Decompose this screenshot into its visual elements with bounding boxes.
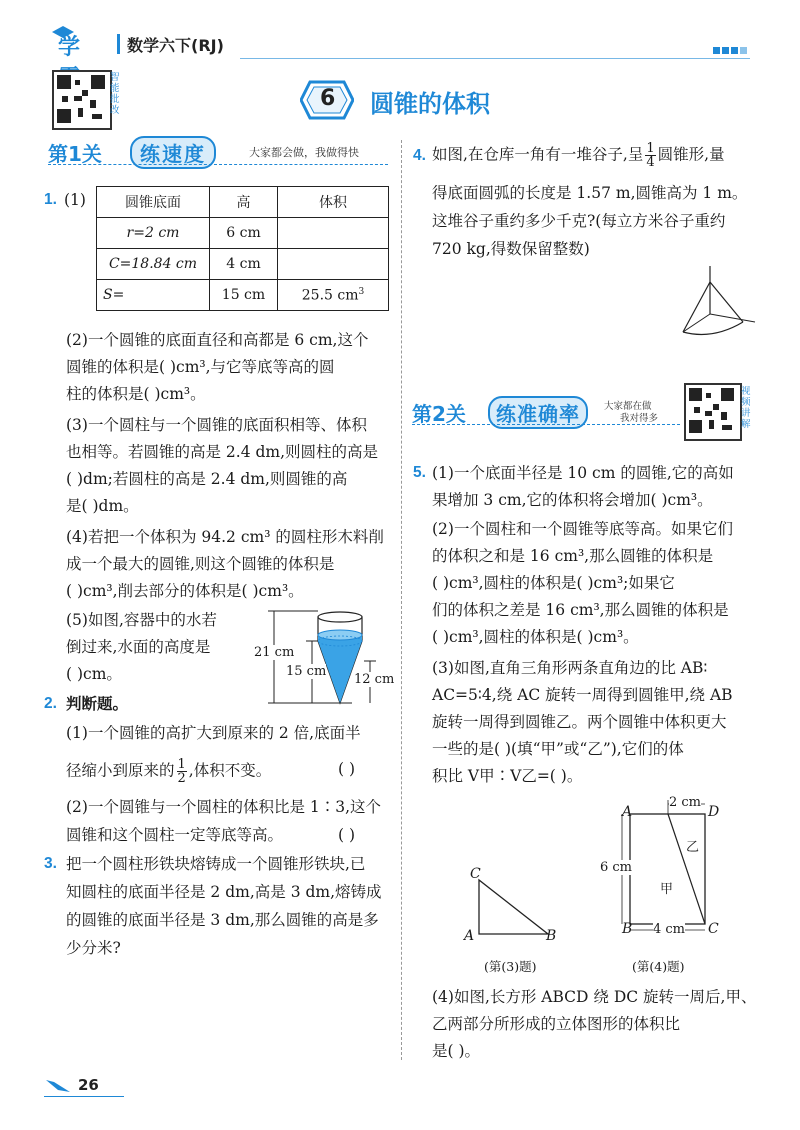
q4-line: 这堆谷子重约多少千克?(每立方米谷子重约 [432, 212, 726, 230]
q4-line1: 如图,在仓库一角有一堆谷子,呈 $\frac{1}{4}$ 圆锥形,量 [432, 141, 725, 170]
q5-number: 5. [413, 464, 426, 481]
q1-table [96, 186, 389, 311]
q5-p4-line: 是( )。 [432, 1042, 481, 1060]
table-row [97, 249, 389, 280]
stage2-banner [412, 396, 682, 426]
q4-line: 720 kg,得数保留整数) [432, 240, 590, 258]
q1-p2-line: 圆锥的体积是( )cm³,与它等底等高的圆 [66, 358, 335, 376]
lesson-number: 6 [320, 86, 336, 111]
q5-p2-line: ( )cm³,圆柱的体积是( )cm³;如果它 [432, 574, 675, 592]
q5-p3-line: 旋转一周得到圆锥乙。两个圆锥中体积更大 [432, 713, 727, 731]
qr-code-left[interactable] [52, 70, 112, 130]
q5-p3-line: 一些的是( )(填“甲”或“乙”),它们的体 [432, 740, 684, 758]
q1-part1-label: (1) [64, 191, 86, 209]
fig4-label-C: C [708, 921, 719, 937]
q2-answer-paren[interactable]: ( ) [338, 826, 356, 844]
q1-number: 1. [44, 191, 57, 208]
q2-p1-line: (1)一个圆锥的高扩大到原来的 2 倍,底面半 [66, 724, 361, 742]
q2-p1-line2: 径缩小到原来的 $\frac{1}{2}$ ,体积不变。 [66, 757, 272, 786]
q5-p1-line: 果增加 3 cm,它的体积将会增加( )cm³。 [432, 491, 713, 509]
qr-code-right[interactable] [684, 383, 742, 441]
q1-p2-line: (2)一个圆锥的底面直径和高都是 6 cm,这个 [66, 331, 369, 349]
q4-number: 4. [413, 147, 426, 164]
table-cell: r=2 cm [97, 218, 210, 249]
q2-p2-line: (2)一个圆锥与一个圆柱的体积比是 1∶3,这个 [66, 798, 382, 816]
table-cell: 4 cm [210, 249, 278, 280]
fraction-one-quarter: $\frac{1}{4}$ [646, 141, 655, 170]
table-cell-answer[interactable] [278, 249, 389, 280]
footer [44, 1074, 144, 1098]
q1-p3-line: 也相等。若圆锥的高是 2.4 dm,则圆柱的高是 [66, 443, 379, 461]
q5-p1-line: (1)一个底面半径是 10 cm 的圆锥,它的高如 [432, 464, 734, 482]
logo-text: 学 [58, 35, 81, 60]
stage2-name: 练准确率 [488, 396, 588, 429]
table-cell: 25.5 $cm^3$ [278, 280, 389, 311]
header-divider [117, 34, 120, 54]
q5-p4-line: 乙两部分所形成的立体图形的体积比 [432, 1015, 681, 1033]
fig4-label-D: D [708, 804, 720, 820]
fig3-caption: (第(3)题) [484, 959, 537, 974]
page-number: 26 [78, 1076, 99, 1094]
q3-line: 少分米? [66, 939, 121, 957]
fig4-label-left: 6 cm [600, 860, 633, 875]
fig5-label-cyl: 15 cm [286, 664, 327, 679]
qr-right-label: 视频讲解 [741, 386, 751, 430]
stage1-prefix: 第1关 [48, 142, 102, 166]
q1-p5-line: 倒过来,水面的高度是 [66, 638, 211, 656]
fig3-label-C: C [470, 866, 481, 882]
column-divider [401, 140, 402, 1060]
fig4-label-A: A [622, 804, 633, 820]
q3-line: 把一个圆柱形铁块熔铸成一个圆锥形铁块,已 [66, 855, 366, 873]
q5-p3-line: 积比 V甲∶V乙=( )。 [432, 767, 583, 785]
table-cell: 6 cm [210, 218, 278, 249]
q2-p2-line: 圆锥和这个圆柱一定等底等高。 [66, 826, 284, 844]
table-row [97, 280, 389, 311]
q5-p3-line: AC=5∶4,绕 AC 旋转一周得到圆锥甲,绕 AB [432, 686, 733, 704]
q2-number: 2. [44, 695, 57, 712]
stage2-prefix: 第2关 [412, 402, 466, 426]
q1-p5-line: (5)如图,容器中的水若 [66, 611, 217, 629]
stage2-slogan-2: 我对得多 [620, 413, 659, 424]
table-cell-answer[interactable] [278, 218, 389, 249]
q5-p3-line: (3)如图,直角三角形两条直角边的比 AB∶ [432, 659, 708, 677]
stage1-banner [44, 136, 389, 166]
stage1-slogan: 大家都会做，我做得快 [249, 146, 359, 159]
table-header: 圆锥底面 [97, 187, 210, 218]
fraction-one-half: $\frac{1}{2}$ [177, 757, 186, 786]
q3-line: 知圆柱的底面半径是 2 dm,高是 3 dm,熔铸成 [66, 883, 382, 901]
q4-line: 得底面圆弧的长度是 1.57 m,圆锥高为 1 m。 [432, 184, 748, 202]
stage2-slogan-1: 大家都在做 [604, 401, 652, 412]
table-cell: 15 cm [210, 280, 278, 311]
fig4-label-B: B [622, 921, 633, 937]
qr-left-label: 智能批改 [110, 72, 120, 116]
table-header: 体积 [278, 187, 389, 218]
q5-p2-line: 的体积之和是 16 cm³,那么圆锥的体积是 [432, 547, 714, 565]
table-header: 高 [210, 187, 278, 218]
lesson-title: 圆锥的体积 [370, 90, 490, 118]
header [0, 0, 800, 62]
q3-number: 3. [44, 855, 57, 872]
table-row [97, 218, 389, 249]
fig4-label-bottom: 4 cm [653, 922, 686, 937]
q3-line: 的圆锥的底面半径是 3 dm,那么圆锥的高是多 [66, 911, 379, 929]
q1-p5-line: ( )cm。 [66, 665, 122, 683]
q1-p3-line: 是( )dm。 [66, 497, 139, 515]
q1-p4-line: ( )cm³,削去部分的体积是( )cm³。 [66, 582, 304, 600]
fig3-label-B: B [546, 928, 557, 944]
q2-title: 判断题。 [66, 695, 129, 713]
fig4-label-yi: 乙 [686, 840, 700, 855]
fig4-caption: (第(4)题) [632, 959, 685, 974]
q1-p4-line: (4)若把一个体积为 94.2 cm³ 的圆柱形木料削 [66, 528, 384, 546]
fig4-label-top: 2 cm [669, 795, 702, 810]
q1-p3-line: (3)一个圆柱与一个圆锥的底面积相等、体积 [66, 416, 367, 434]
pen-stroke-icon [44, 1078, 72, 1094]
table-header-row [97, 187, 389, 218]
q5-p4-line: (4)如图,长方形 ABCD 绕 DC 旋转一周后,甲、 [432, 988, 757, 1006]
fig4-label-jia: 甲 [660, 882, 674, 897]
fig5-label-total: 21 cm [254, 645, 295, 660]
q5-p2-line: (2)一个圆柱和一个圆锥等底等高。如果它们 [432, 520, 733, 538]
header-dots [713, 40, 747, 58]
q1-p3-line: ( )dm;若圆柱的高是 2.4 dm,则圆锥的高 [66, 470, 348, 488]
stage1-name: 练速度 [130, 136, 216, 169]
table-cell: S= [97, 280, 210, 311]
q1-p4-line: 成一个最大的圆锥,则这个圆锥的体积是 [66, 555, 335, 573]
grain-pile-figure [655, 262, 765, 342]
header-rule [240, 58, 750, 59]
fig5-label-water: 12 cm [354, 672, 395, 687]
q1-p2-line: 柱的体积是( )cm³。 [66, 385, 206, 403]
q2-answer-paren[interactable]: ( ) [338, 760, 356, 778]
fig3-label-A: A [464, 928, 475, 944]
q5-p2-line: ( )cm³,圆柱的体积是( )cm³。 [432, 628, 639, 646]
table-cell: C=18.84 cm [97, 249, 210, 280]
q5-p2-line: 们的体积之差是 16 cm³,那么圆锥的体积是 [432, 601, 729, 619]
subject-title: 数学六下(RJ) [127, 36, 224, 55]
